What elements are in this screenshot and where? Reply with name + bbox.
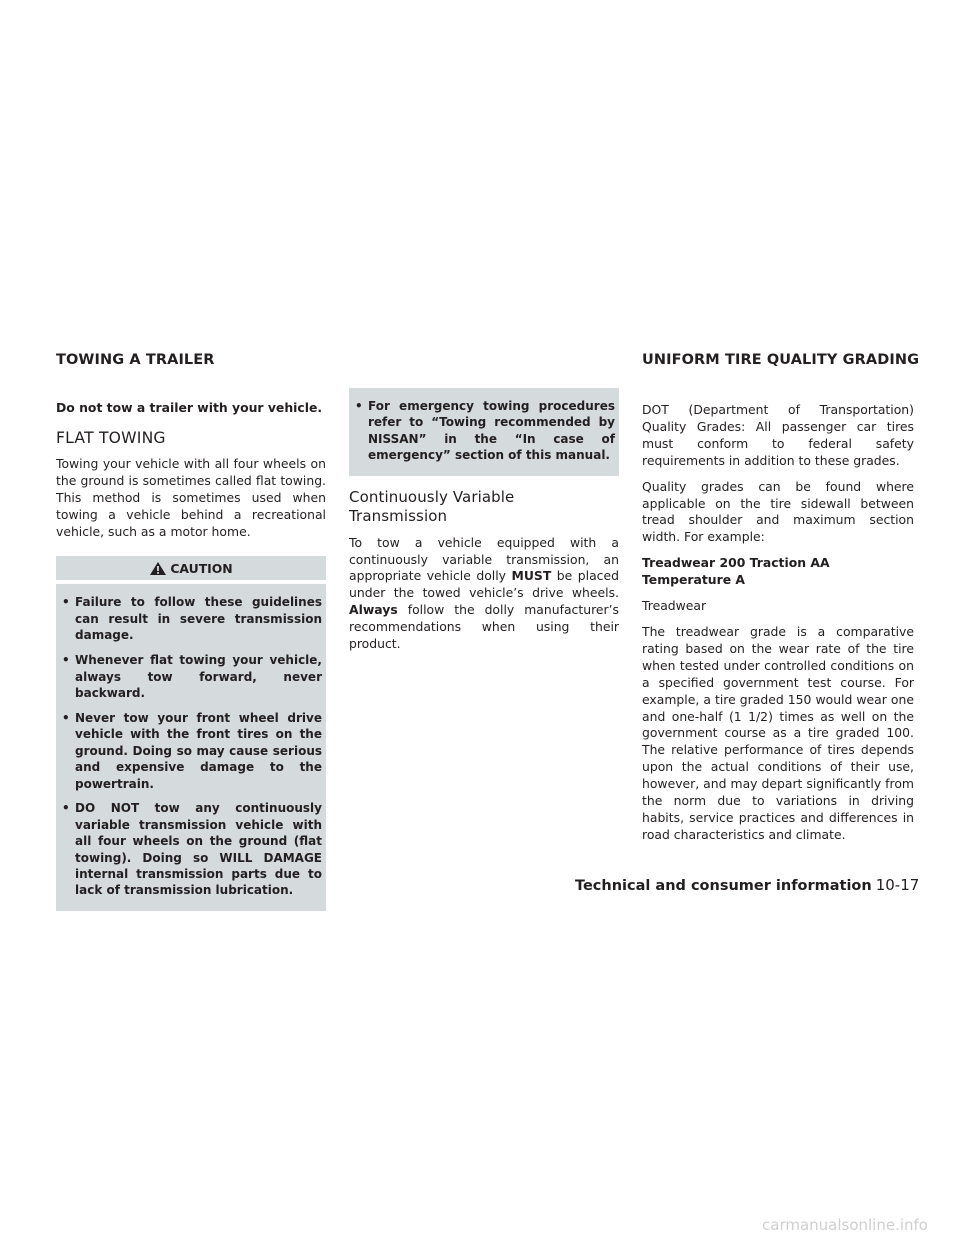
flat-towing-text: Towing your vehicle with all four wheels on the ground is sometimes called flat towing. This method is sometimes used when towing a vehicle behind a recreational vehicle, such as a motor home.: [56, 455, 326, 539]
column-cvt: [349, 388, 619, 662]
treadwear-text: The treadwear grade is a comparative rating based on the wear rate of the tire when tested under controlled conditions on a specified government test course. For example, a tire graded 150 would wear one and one-half (1 1/2) times as well on the government course as a tire graded 100. The relative performance of tires depends upon the actual conditions of their use, however, and may depart significantly from the norm due to variations in driving habits, service practices and differences in road characteristics and climate.: [642, 623, 914, 842]
cvt-must: MUST: [511, 568, 552, 584]
intro-text: Do not tow a trailer with your vehicle.: [56, 400, 323, 415]
quality-grades-location-text: Quality grades can be found where applicable on the tire sidewall between tread shoulder and maximum section width. For example:: [642, 478, 914, 545]
bullet-icon: •: [62, 653, 70, 668]
section-header-tire-grading: UNIFORM TIRE QUALITY GRADING: [642, 352, 920, 368]
bullet-icon: •: [62, 801, 70, 816]
caution-item-text: For emergency towing procedures refer to “Towing recommended by NISSAN” in the “In case of emergency” section of this manual.: [368, 399, 615, 463]
cvt-always: Always: [349, 602, 398, 618]
cvt-text-1: To tow a vehicle equipped with a continuously variable transmission, an appropriate vehicle dolly: [349, 534, 619, 584]
watermark: carmanualsonline.info: [762, 1216, 928, 1234]
dot-grades-text: DOT (Department of Transportation) Quality Grades: All passenger car tires must conform to federal safety requirements in addition to these grades.: [642, 402, 914, 468]
grading-example: Treadwear 200 Traction AA Temperature A: [642, 555, 830, 588]
caution-item: [62, 800, 322, 898]
warning-triangle-icon: [149, 561, 167, 576]
bullet-icon: •: [355, 399, 363, 413]
cvt-title-line-1: Continuously Variable: [349, 487, 515, 506]
caution-label: CAUTION: [170, 560, 233, 576]
cvt-text-3: follow the dolly manufacturer’s recommendations when using their product.: [349, 602, 619, 652]
caution-item-text: Never tow your front wheel drive vehicle with the front tires on the ground. Doing so may cause serious and expensive damage to the powertrain.: [75, 710, 322, 791]
caution-item-text: Failure to follow these guidelines can result in severe transmission damage.: [75, 595, 322, 643]
bullet-icon: •: [62, 595, 70, 610]
caution-item: [62, 594, 322, 643]
caution-box: [56, 584, 326, 910]
caution-box-continued: [349, 388, 619, 476]
bullet-icon: •: [62, 710, 70, 725]
caution-item: [62, 652, 322, 701]
caution-item: [355, 398, 615, 464]
treadwear-label: Treadwear: [642, 598, 707, 614]
chapter-title: Technical and consumer information: [575, 878, 872, 894]
flat-towing-title: FLAT TOWING: [56, 428, 166, 447]
caution-header: [56, 556, 326, 580]
section-header-towing: TOWING A TRAILER: [56, 352, 215, 368]
column-tire-grading: [642, 402, 914, 853]
cvt-title: [349, 488, 619, 526]
cvt-text: [349, 535, 619, 653]
cvt-text-2: be placed under the towed vehicle’s drive wheels.: [349, 568, 619, 601]
cvt-title-line-2: Transmission: [349, 506, 448, 525]
page-footer: [575, 875, 919, 894]
caution-item-text: DO NOT tow any continuously variable transmission vehicle with all four wheels on the ground (flat towing). Doing so WILL DAMAGE internal transmission parts due to lack of transmission lubrication.: [75, 801, 322, 898]
page-number: 10-17: [875, 876, 920, 894]
caution-item: [62, 710, 322, 792]
caution-item-text: Whenever flat towing your vehicle, always tow forward, never backward.: [75, 653, 322, 700]
column-towing: [56, 400, 326, 911]
